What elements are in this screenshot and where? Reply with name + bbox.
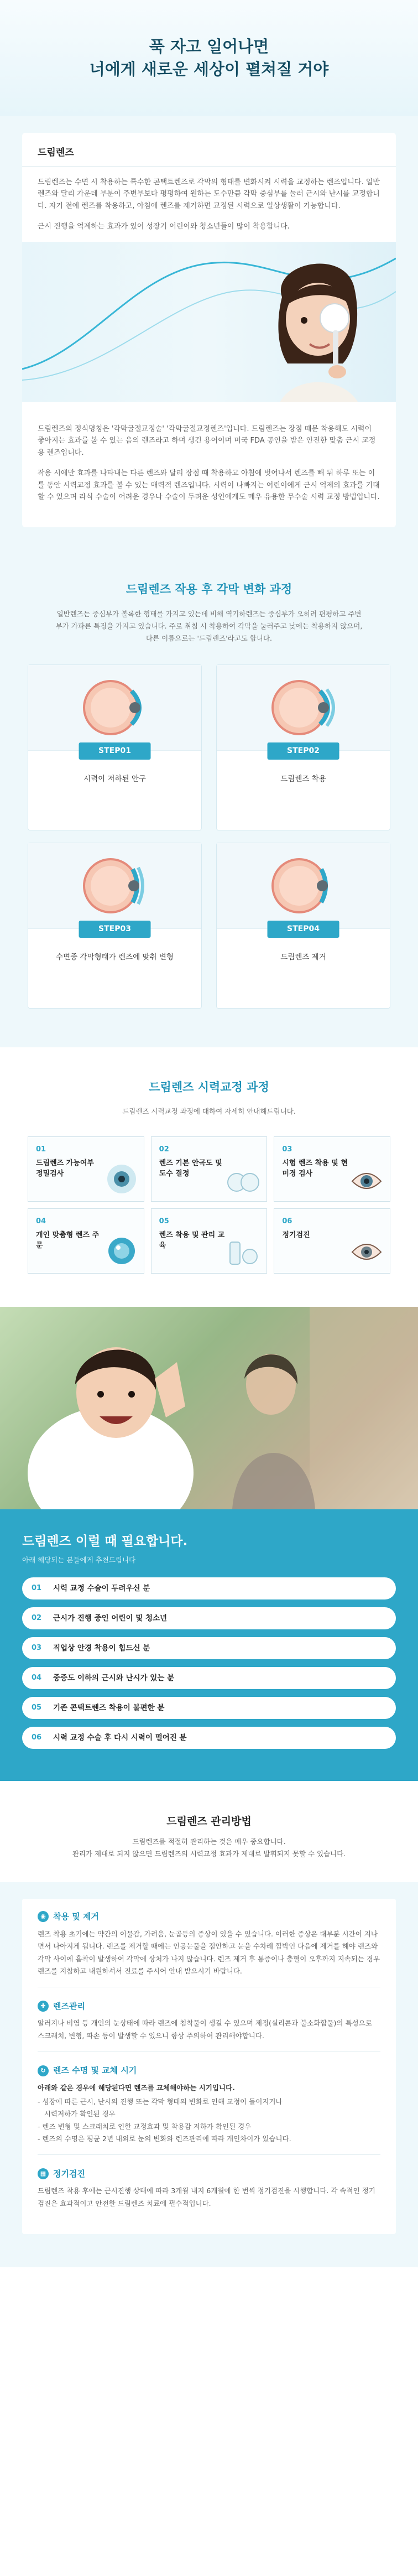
process-number: 05 bbox=[159, 1217, 169, 1226]
hero-banner bbox=[0, 0, 418, 116]
process-number: 03 bbox=[282, 1145, 292, 1154]
item-label: 기존 콘택트렌즈 착용이 불편한 분 bbox=[53, 1703, 165, 1712]
hero-heading bbox=[90, 35, 329, 80]
boy-illustration bbox=[0, 1307, 418, 1509]
intro-title: 드림렌즈 bbox=[38, 147, 74, 158]
list-item bbox=[22, 1607, 396, 1629]
eye-lens-removed-icon bbox=[217, 843, 390, 929]
item-number: 01 bbox=[31, 1584, 42, 1593]
process-number: 06 bbox=[282, 1217, 292, 1226]
intro-card-header bbox=[22, 133, 396, 167]
replacement-list bbox=[38, 2096, 380, 2146]
care-text: 드림렌즈 착용 후에는 근시진행 상태에 따라 3개월 내지 6개월에 한 번씩 정기검진을 시행합니다. 각 속적인 정기검진은 효과적이고 안전한 드림렌즈 치료에 필수적입니다. bbox=[38, 2187, 375, 2208]
smiling-boy-photo bbox=[0, 1307, 418, 1509]
shield-icon: ✚ bbox=[38, 2001, 49, 2012]
process-item-4 bbox=[28, 1208, 144, 1274]
intro-section bbox=[0, 116, 418, 549]
process-item-3 bbox=[274, 1136, 390, 1202]
step-card-3 bbox=[28, 843, 202, 1009]
process-number: 01 bbox=[36, 1145, 46, 1154]
contact-lens-icon bbox=[106, 1235, 137, 1266]
care-heading-text: 착용 및 제거 bbox=[53, 1911, 99, 1921]
process-label: 개인 맞춤형 렌즈 주문 bbox=[36, 1230, 100, 1250]
intro-card-body-2 bbox=[22, 413, 396, 503]
process-label: 렌즈 기본 안곡도 및 도수 결정 bbox=[159, 1159, 222, 1178]
care-intro-section bbox=[0, 1781, 418, 1882]
eye-with-lens-icon bbox=[217, 665, 390, 751]
correction-process-section bbox=[0, 1047, 418, 1307]
girl-lens-photo bbox=[22, 242, 396, 402]
recommendation-subtitle: 아래 해당되는 분들에게 추천드립니다 bbox=[22, 1556, 136, 1565]
intro-paragraph-1: 드림렌즈는 수면 시 착용하는 특수한 콘택트렌즈로 각막의 형태를 변화시켜 시력을 교정하는 렌즈입니다. 일반 렌즈와 달리 가운데 부분이 주변부보다 평평하여 원하는 도수만큼 각막 중심부를 눌러 근시와 난시를 교정합니다. 자기 전에 렌즈를 착용하고, 아침에 렌즈를 제거하면 교정된 시력으로 일상생활이 가능합니다. bbox=[38, 178, 380, 210]
care-details-section bbox=[0, 1882, 418, 2268]
step-card-4 bbox=[216, 843, 390, 1009]
process-label: 렌즈 착용 및 관리 교육 bbox=[159, 1230, 225, 1250]
item-number: 03 bbox=[31, 1644, 42, 1653]
care-description-2: 관리가 제대로 되지 않으면 드림렌즈의 시력교정 효과가 제대로 발휘되지 못할 수 있습니다. bbox=[72, 1849, 346, 1858]
process-number: 02 bbox=[159, 1145, 169, 1154]
care-heading-text: 정기검진 bbox=[53, 2168, 85, 2179]
step-card-2 bbox=[216, 664, 390, 830]
corneal-change-section bbox=[0, 549, 418, 1047]
care-description-1: 드림렌즈를 적절히 관리하는 것은 매우 중요합니다. bbox=[132, 1837, 286, 1846]
refresh-icon: ↻ bbox=[38, 2065, 49, 2076]
step-badge: STEP04 bbox=[267, 921, 339, 938]
process-grid bbox=[22, 1118, 396, 1274]
intro-card-body bbox=[22, 167, 396, 233]
list-item: - 렌즈 변형 및 스크래치로 인한 교정효과 및 착용감 저하가 확인된 경우 bbox=[38, 2122, 252, 2131]
eye-icon: ◉ bbox=[38, 1911, 49, 1922]
item-number: 02 bbox=[31, 1614, 42, 1623]
process-label: 드림렌즈 가능여부 정밀검사 bbox=[36, 1159, 94, 1178]
process-label: 정기검진 bbox=[282, 1230, 310, 1239]
calendar-icon: ▦ bbox=[38, 2168, 49, 2179]
intro-paragraph-4: 작용 시에만 효과를 나타내는 다른 렌즈와 달리 장점 때 착용하고 아침에 벗어나서 렌즈를 빼 뒤 하루 또는 이틀 동안 시력교정 효과를 볼 수 있는 매력적 렌즈입니다. 시력이 나빠지는 어린이에게 근시 억제의 효과를 기대할 수 있으며 라식 수술이 어려운 경우나 수술이 두려운 성인에게도 매우 유용한 무수술 시력 교정 방법입니다. bbox=[38, 469, 380, 501]
lens-case-icon bbox=[227, 1167, 260, 1194]
care-heading-lifespan bbox=[38, 2064, 380, 2078]
list-item: - 렌즈의 수명은 평균 2년 내외로 눈의 변화와 렌즈관리에 따라 개인차이가 있습니다. bbox=[38, 2134, 291, 2143]
care-heading-manage bbox=[38, 1999, 380, 2013]
process-description: 드림렌즈 시력교정 과정에 대하여 자세히 안내해드립니다. bbox=[122, 1107, 296, 1116]
step-badge: STEP01 bbox=[79, 742, 151, 760]
process-item-1 bbox=[28, 1136, 144, 1202]
intro-paragraph-3: 드림렌즈의 정식명칭은 '각막굴절교정술' '각막굴절교정렌즈'입니다. 드림렌즈는 장점 때문 착용해도 시력이 좋아지는 효과를 볼 수 있는 음의 렌즈라고 하며 생긴 용어이며 미국 FDA 공인을 받은 안전한 맞춤 근시 교정용 렌즈입니다. bbox=[38, 424, 376, 457]
care-lead-text: 아래와 같은 경우에 해당된다면 렌즈를 교체해야하는 시기입니다. bbox=[38, 2084, 235, 2092]
intro-card bbox=[22, 133, 396, 527]
care-block-checkup bbox=[38, 2167, 380, 2210]
item-number: 05 bbox=[31, 1704, 42, 1712]
item-label: 근시가 진행 중인 어린이 및 청소년 bbox=[53, 1613, 168, 1623]
item-label: 시력 교정 수술 후 다시 시력이 떨어진 분 bbox=[53, 1733, 187, 1742]
step-label: 시력이 저하된 안구 bbox=[83, 774, 146, 783]
process-item-6 bbox=[274, 1208, 390, 1274]
care-card bbox=[22, 1899, 396, 2235]
step-badge: STEP02 bbox=[267, 742, 339, 760]
item-label: 직업상 안경 착용이 힘드신 분 bbox=[53, 1643, 150, 1653]
process-item-5 bbox=[151, 1208, 268, 1274]
care-heading-text: 렌즈관리 bbox=[53, 2001, 85, 2011]
care-text: 알러지나 비염 등 개인의 눈상태에 따라 렌즈에 침착물이 생길 수 있으며 제정(실리콘과 불소화합물)의 특성으로 스크래치, 변형, 파손 등이 발생할 수 있으니 항상 주의하여 관리해야합니다. bbox=[38, 2017, 380, 2052]
care-heading-checkup bbox=[38, 2167, 380, 2181]
item-label: 시력 교정 수술이 두려우신 분 bbox=[53, 1583, 150, 1593]
list-item bbox=[22, 1577, 396, 1599]
care-text-group bbox=[38, 2082, 380, 2155]
care-title: 드림렌즈 관리방법 bbox=[166, 1815, 252, 1827]
process-number: 04 bbox=[36, 1217, 46, 1226]
care-heading-text: 렌즈 수명 및 교체 시기 bbox=[53, 2065, 137, 2076]
list-item: 시력저하가 확인된 경우 bbox=[38, 2110, 116, 2118]
hero-line-2: 너에게 새로운 세상이 펼쳐질 거야 bbox=[89, 60, 329, 79]
lens-bottle-icon bbox=[227, 1237, 260, 1266]
process-item-2 bbox=[151, 1136, 268, 1202]
eye-checkup-icon bbox=[350, 1237, 383, 1266]
eye-icon bbox=[350, 1167, 383, 1194]
recommendation-section bbox=[0, 1509, 418, 1781]
step-badge: STEP03 bbox=[79, 921, 151, 938]
step-label: 수면중 각막형태가 렌즈에 맞춰 변형 bbox=[56, 952, 174, 962]
care-block-wear bbox=[38, 1910, 380, 1987]
steps-grid bbox=[22, 645, 396, 1009]
care-heading-wear bbox=[38, 1910, 380, 1924]
hero-line-1: 푹 자고 일어나면 bbox=[149, 37, 269, 56]
recommendation-title: 드림렌즈 이럴 때 필요합니다. bbox=[22, 1534, 188, 1549]
item-number: 04 bbox=[31, 1674, 42, 1682]
item-number: 06 bbox=[31, 1733, 42, 1742]
intro-paragraph-2: 근시 진행을 억제하는 효과가 있어 성장기 어린이와 청소년들이 많이 착용합니다. bbox=[38, 222, 290, 231]
steps-title: 드림렌즈 작용 후 각막 변화 과정 bbox=[126, 583, 292, 596]
eye-exam-icon bbox=[106, 1164, 137, 1194]
list-item: - 성장에 따른 근시, 난시의 진행 또는 각막 형태의 변화로 인해 교정이 들어지거나 bbox=[38, 2097, 283, 2106]
step-label: 드림렌즈 착용 bbox=[280, 774, 326, 783]
list-item bbox=[22, 1697, 396, 1719]
care-block-manage bbox=[38, 1999, 380, 2052]
list-item bbox=[22, 1727, 396, 1749]
care-text: 렌즈 착용 초기에는 약간의 이물감, 가려움, 눈곱등의 증상이 있을 수 있습니다. 이러한 증상은 대부분 시간이 지나면서 나아지게 됩니다. 렌즈를 제거할 때에는 인공눈물을 점안하고 눈을 수차례 깜박인 다음에 제거를 해야 렌즈와 각막 사이에 흡착이 발생하여 각막에 상처가 나지 않습니다. 렌즈 제거 후 통증이나 충혈이 오후까지 지속되는 경우 렌즈를 지참하고 내원하셔서 진료를 주시어 안내 받으시기 바랍니다. bbox=[38, 1928, 380, 1987]
list-item bbox=[22, 1667, 396, 1689]
steps-description: 일반렌즈는 중심부가 볼록한 형태를 가지고 있는데 비해 역기하렌즈는 중심부가 오히려 편평하고 주변부가 가파른 특징을 가지고 있습니다. 주로 취침 시 착용하여 각막을 눌러주고 낮에는 착용하지 않으며, 다른 이름으로는 '드림렌즈'라고도 합니다. bbox=[55, 610, 363, 642]
item-label: 중증도 이하의 근시와 난시가 있는 분 bbox=[53, 1673, 175, 1682]
process-title: 드림렌즈 시력교정 과정 bbox=[149, 1080, 269, 1094]
list-item bbox=[22, 1637, 396, 1659]
eye-cross-section-icon bbox=[28, 665, 201, 751]
step-label: 드림렌즈 제거 bbox=[280, 952, 326, 962]
care-block-lifespan bbox=[38, 2064, 380, 2154]
eye-reshaping-icon bbox=[28, 843, 201, 929]
process-label: 시험 렌즈 착용 및 현미경 검사 bbox=[282, 1159, 348, 1178]
girl-lens-illustration bbox=[22, 242, 396, 402]
step-card-1 bbox=[28, 664, 202, 830]
